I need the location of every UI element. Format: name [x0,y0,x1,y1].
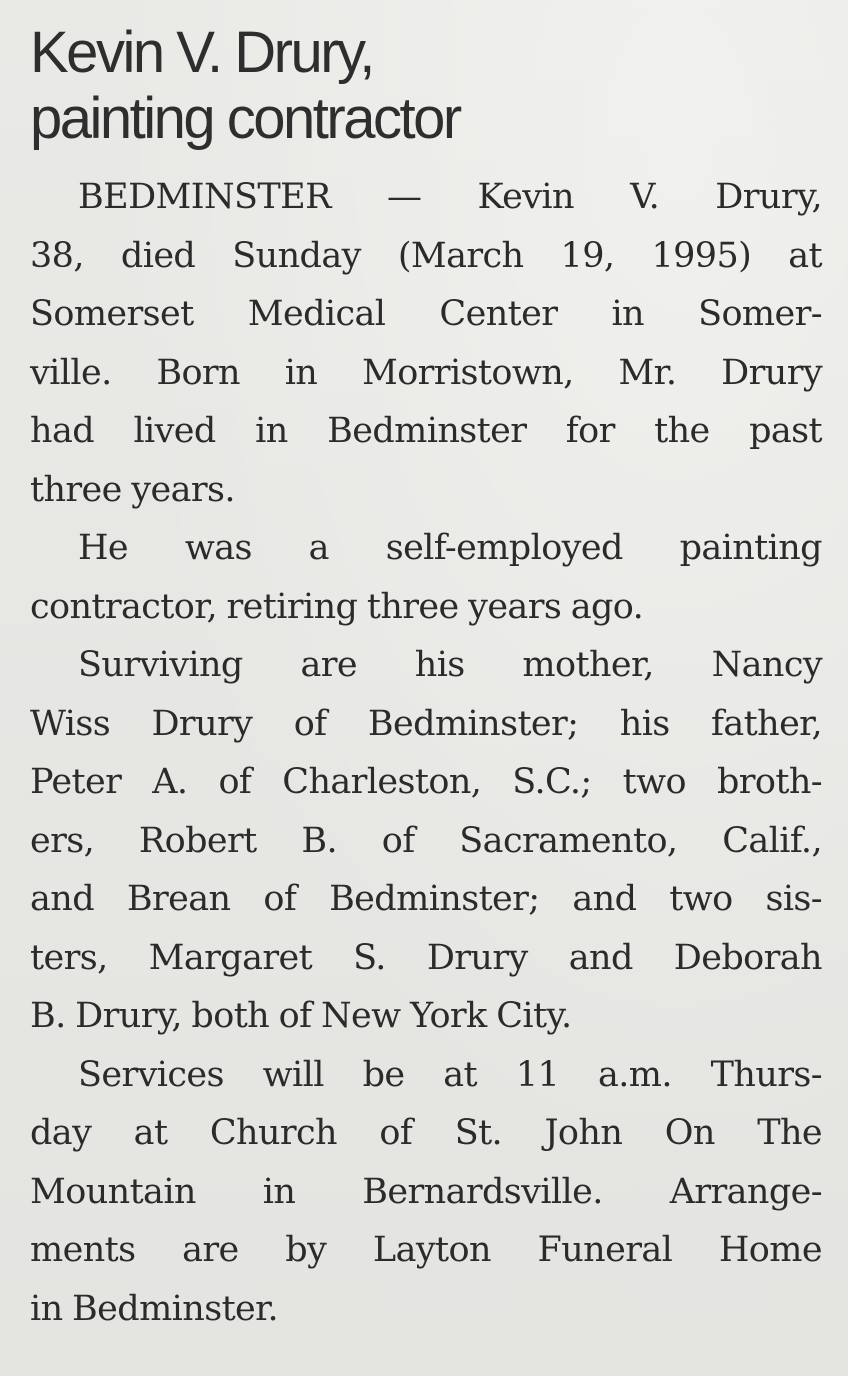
paragraph-death-notice [30,168,822,519]
text-line: Peter A. of Charleston, S.C.; two broth- [30,762,822,802]
text-line: 38, died Sunday (March 19, 1995) at [30,235,822,276]
article-body [30,168,822,1338]
text-line: Services will be at 11 a.m. Thurs- [78,1054,822,1095]
text-line: ers, Robert B. of Sacramento, Calif., [30,820,822,861]
text-line: day at Church of St. John On The [30,1113,822,1153]
text-line: had lived in Bedminster for the past [30,411,822,451]
paragraph-services [30,1046,822,1339]
text-line: three years. [30,469,235,510]
headline [30,20,822,152]
paragraph-career [30,519,822,636]
text-line: in Bedminster. [30,1288,278,1329]
text-line: Wiss Drury of Bedminster; his father, [30,703,822,744]
text-line: Mountain in Bernardsville. Arrange- [30,1171,822,1212]
text-line: Somerset Medical Center in Somer- [30,294,822,334]
paragraph-survivors [30,636,822,1046]
text-line: ments are by Layton Funeral Home [30,1230,822,1270]
headline-line: Kevin V. Drury, [30,20,373,85]
text-line: Surviving are his mother, Nancy [78,645,822,685]
headline-line: painting contractor [30,86,460,151]
text-line: B. Drury, both of New York City. [30,996,572,1036]
text-line: BEDMINSTER — Kevin V. Drury, [78,177,822,217]
text-line: ters, Margaret S. Drury and Deborah [30,937,822,978]
text-line: ville. Born in Morristown, Mr. Drury [30,352,822,393]
text-line: He was a self-employed painting [78,528,822,568]
text-line: contractor, retiring three years ago. [30,586,644,627]
text-line: and Brean of Bedminster; and two sis- [30,879,822,919]
